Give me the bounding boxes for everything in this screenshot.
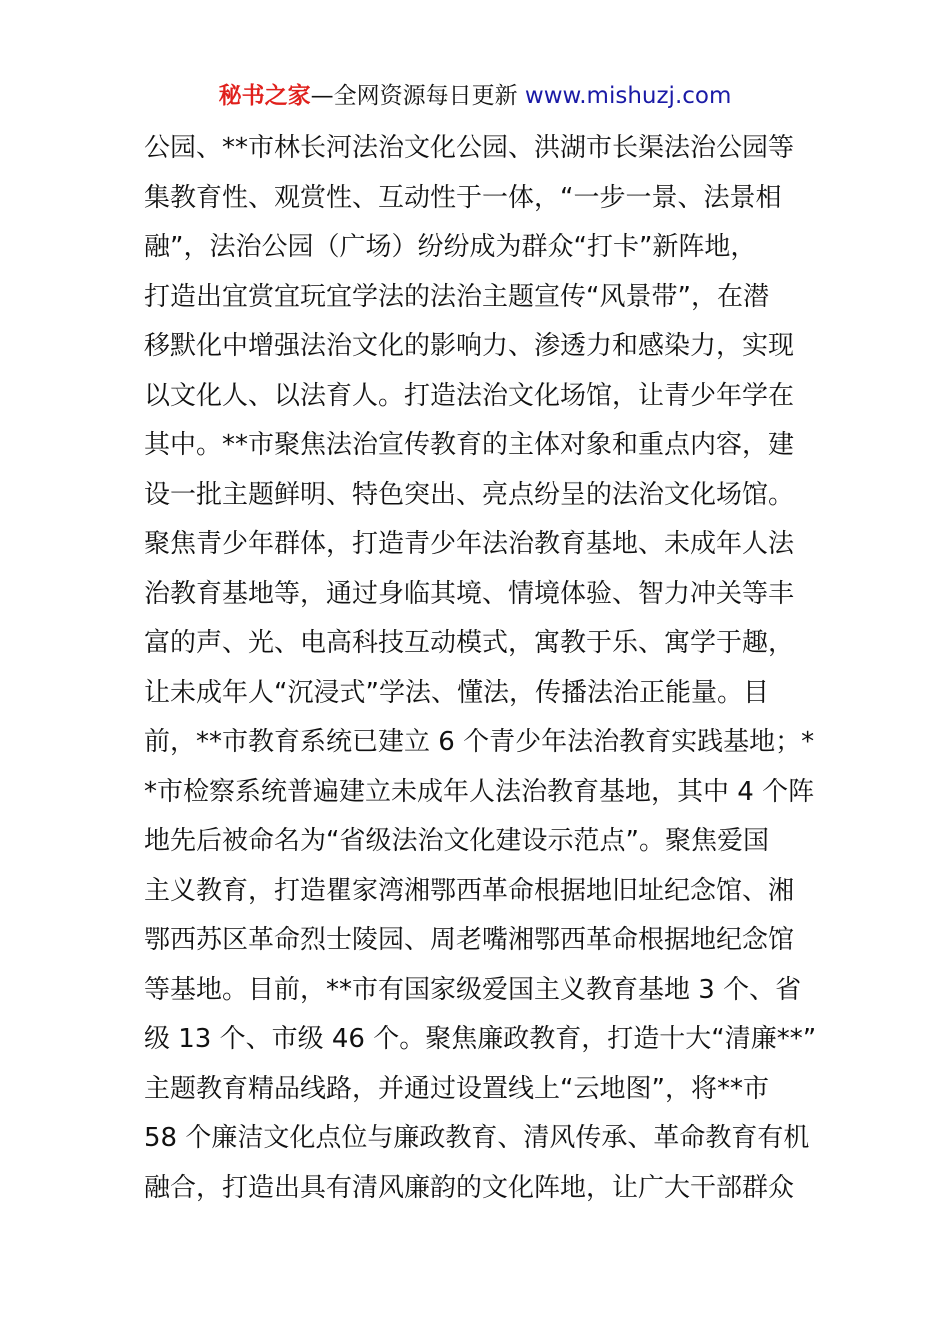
- brand-name: 秘书之家: [218, 83, 311, 109]
- text-line: 等基地。目前，**市有国家级爱国主义教育基地 3 个、省: [144, 974, 802, 1005]
- text-line: 主义教育，打造瞿家湾湘鄂西革命根据地旧址纪念馆、湘: [144, 875, 795, 906]
- site-header: [0, 80, 950, 112]
- text-line: 打造出宜赏宜玩宜学法的法治主题宣传“风景带”，在潜: [144, 281, 769, 312]
- text-line: 地先后被命名为“省级法治文化建设示范点”。聚焦爱国: [144, 826, 769, 856]
- text-line: 主题教育精品线路，并通过设置线上“云地图”，将**市: [144, 1073, 769, 1104]
- text-line: 58 个廉洁文化点位与廉政教育、清风传承、革命教育有机: [144, 1123, 810, 1153]
- text-line: 集教育性、观赏性、互动性于一体，“一步一景、法景相: [144, 182, 782, 213]
- text-line: 让未成年人“沉浸式”学法、懂法，传播法治正能量。目: [144, 677, 769, 708]
- text-line: 富的声、光、电高科技互动模式，寓教于乐、寓学于趣，: [144, 628, 795, 658]
- text-line: 鄂西苏区革命烈士陵园、周老嘴湘鄂西革命根据地纪念馆: [144, 925, 795, 955]
- body-text: [144, 124, 824, 1213]
- text-line: 前，**市教育系统已建立 6 个青少年法治教育实践基地；*: [144, 727, 815, 757]
- text-line: 公园、**市林长河法治文化公园、洪湖市长渠法治公园等: [144, 133, 795, 163]
- site-url-link[interactable]: www.mishuzj.com: [524, 83, 732, 109]
- text-line: 其中。**市聚焦法治宣传教育的主体对象和重点内容，建: [144, 430, 795, 460]
- text-line: 融”，法治公园（广场）纷纷成为群众“打卡”新阵地，: [144, 232, 757, 262]
- text-line: 设一批主题鲜明、特色突出、亮点纷呈的法治文化场馆。: [144, 479, 795, 510]
- text-line: 聚焦青少年群体，打造青少年法治教育基地、未成年人法: [144, 529, 795, 559]
- text-line: 级 13 个、市级 46 个。聚焦廉政教育，打造十大“清廉**”: [144, 1024, 817, 1054]
- text-line: 融合，打造出具有清风廉韵的文化阵地，让广大干部群众: [144, 1172, 795, 1203]
- text-line: 以文化人、以法育人。打造法治文化场馆，让青少年学在: [144, 380, 795, 411]
- text-line: *市检察系统普遍建立未成年人法治教育基地，其中 4 个阵: [144, 776, 815, 807]
- text-line: 移默化中增强法治文化的影响力、渗透力和感染力，实现: [144, 331, 795, 361]
- text-line: 治教育基地等，通过身临其境、情境体验、智力冲关等丰: [144, 578, 795, 609]
- header-tagline: —全网资源每日更新: [310, 83, 525, 109]
